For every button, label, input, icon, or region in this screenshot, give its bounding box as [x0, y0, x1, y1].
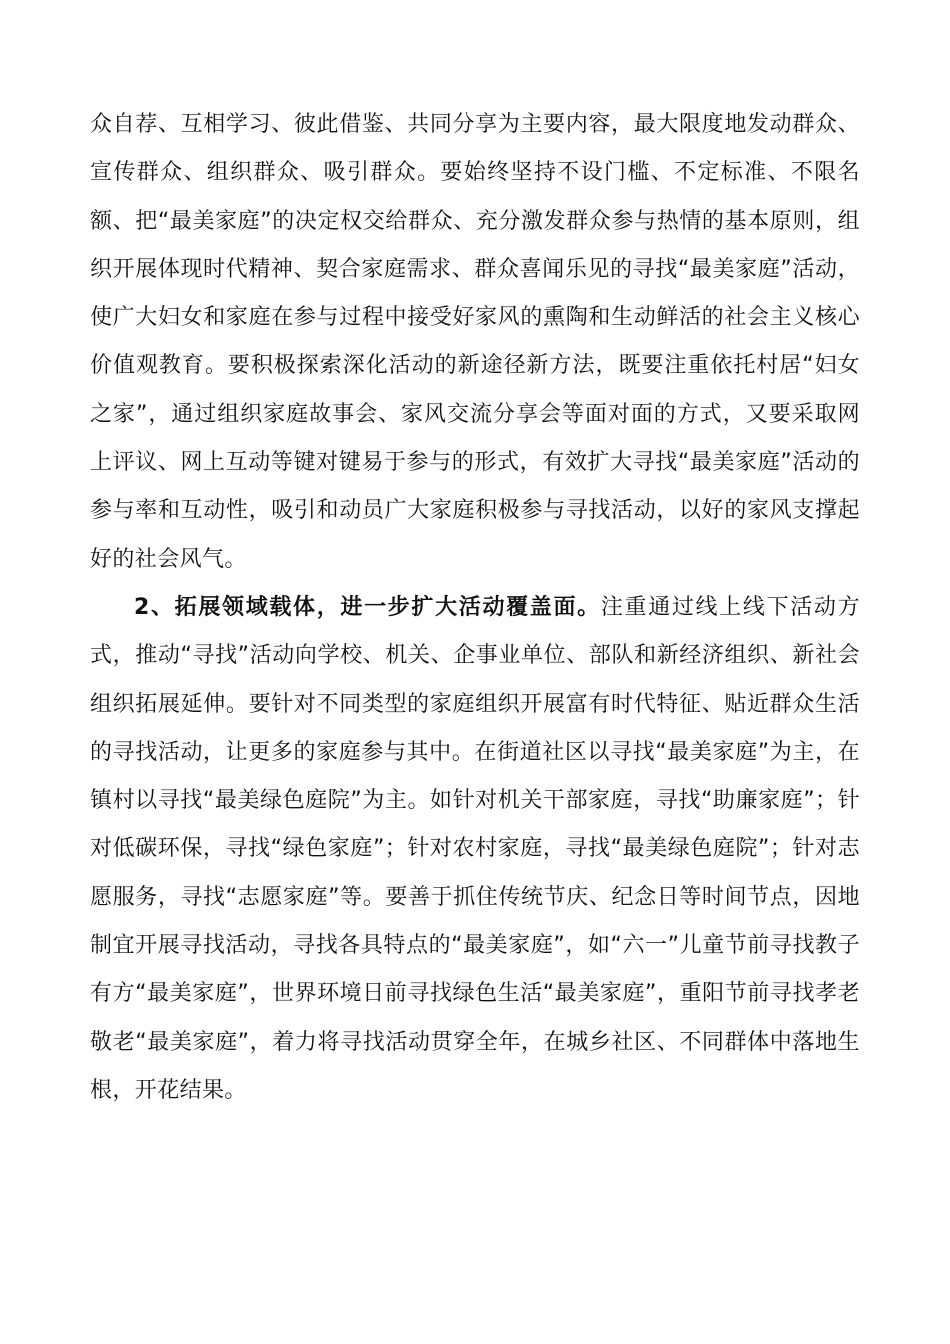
section-heading: 2、拓展领域载体，进一步扩大活动覆盖面。	[134, 594, 601, 620]
paragraph-text: 注重通过线上线下活动方式，推动“寻找”活动向学校、机关、企事业单位、部队和新经济组织、新社会组织拓展延伸。要针对不同类型的家庭组织开展富有时代特征、贴近群众生活的寻找活动，让更多的家庭参与其中。在街道社区以寻找“最美家庭”为主，在镇村以寻找“最美绿色庭院”为主。如针对机关干部家庭，寻找“助廉家庭”；针对低碳环保，寻找“绿色家庭”；针对农村家庭，寻找“最美绿色庭院”；针对志愿服务，寻找“志愿家庭”等。要善于抓住传统节庆、纪念日等时间节点，因地制宜开展寻找活动，寻找各具特点的“最美家庭”，如“六一”儿童节前寻找教子有方“最美家庭”，世界环境日前寻找绿色生活“最美家庭”，重阳节前寻找孝老敬老“最美家庭”，着力将寻找活动贯穿全年，在城乡社区、不同群体中落地生根，开花结果。	[90, 594, 861, 1103]
paragraph-text: 众自荐、互相学习、彼此借鉴、共同分享为主要内容，最大限度地发动群众、宣传群众、组织群众、吸引群众。要始终坚持不设门槛、不定标准、不限名额、把“最美家庭”的决定权交给群众、充分激发群众参与热情的基本原则，组织开展体现时代精神、契合家庭需求、群众喜闻乐见的寻找“最美家庭”活动，使广大妇女和家庭在参与过程中接受好家风的熏陶和生动鲜活的社会主义核心价值观教育。要积极探索深化活动的新途径新方法，既要注重依托村居“妇女之家”，通过组织家庭故事会、家风交流分享会等面对面的方式，又要采取网上评议、网上互动等键对键易于参与的形式，有效扩大寻找“最美家庭”活动的参与率和互动性，吸引和动员广大家庭积极参与寻找活动，以好的家风支撑起好的社会风气。	[90, 112, 860, 572]
paragraph-continuation	[90, 101, 860, 584]
paragraph-section-2	[90, 584, 860, 1115]
document-body	[90, 101, 860, 1115]
